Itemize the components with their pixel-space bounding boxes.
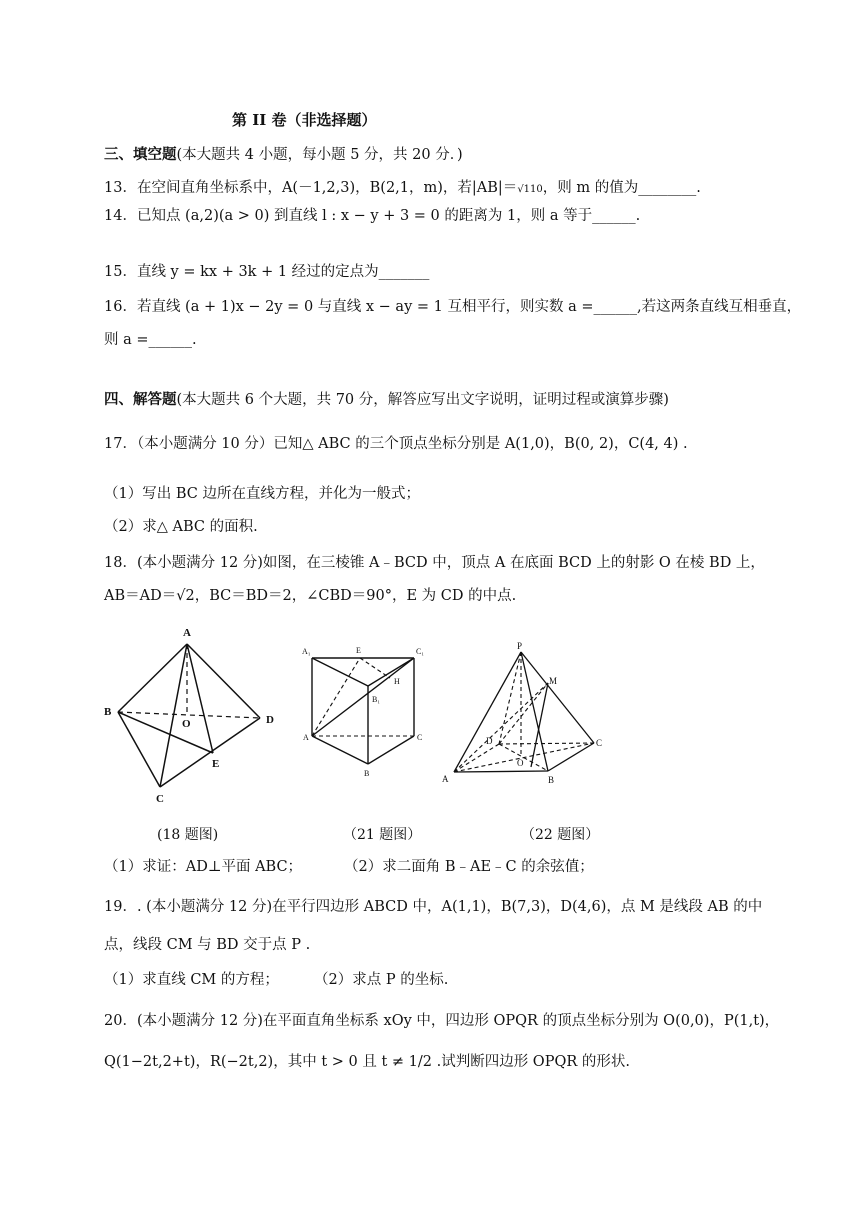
fig21-label-e: E	[356, 646, 361, 655]
fig22-label-m: M	[549, 676, 558, 686]
fig18-label-a: A	[183, 627, 191, 639]
question-20-line1: 20．(本小题满分 12 分)在平面直角坐标系 xOy 中，四边形 OPQR 的顶点坐标分别为 O(0,0)，P(1,t)，	[104, 1013, 780, 1029]
fig22-label-a: A	[442, 774, 449, 784]
fig21-label-h: H	[394, 677, 400, 686]
section4-note: (本大题共 6 个大题，共 70 分，解答应写出文字说明，证明过程或演算步骤)	[176, 392, 669, 408]
figure-22-pyramid	[436, 640, 616, 788]
fig21-label-c: C	[417, 733, 423, 742]
section4-header	[104, 390, 669, 410]
fig18-label-e: E	[212, 758, 220, 770]
fig22-label-o: O	[517, 758, 524, 768]
section-title: 第 II 卷（非选择题）	[232, 111, 377, 129]
question-18-line2: AB＝AD＝√2，BC＝BD＝2，∠CBD＝90°，E 为 CD 的中点.	[104, 588, 517, 604]
question-20-line2: Q(1−2t,2+t)，R(−2t,2)，其中 t > 0 且 t ≠ 1/2 .试判断四边形 OPQR 的形状.	[104, 1054, 630, 1070]
fig22-label-d: D	[486, 736, 493, 746]
question-17-stem: 17．（本小题满分 10 分）已知△ ABC 的三个顶点坐标分别是 A(1,0)，B(0, 2)，C(4, 4) .	[104, 436, 688, 452]
figure-21-prism	[298, 642, 438, 782]
fig18-label-o: O	[182, 718, 191, 730]
fig18-label-b: B	[104, 706, 112, 718]
fig21-label-a: A	[303, 733, 309, 742]
question-17-part1: （1）写出 BC 边所在直线方程，并化为一般式；	[104, 486, 420, 502]
question-14: 14．已知点 (a,2)(a > 0) 到直线 l : x − y + 3 = 0 的距离为 1，则 a 等于______.	[104, 208, 641, 224]
question-17-part2: （2）求△ ABC 的面积.	[104, 519, 258, 535]
section3-note: (本大题共 4 小题，每小题 5 分，共 20 分．)	[176, 147, 463, 163]
fig18-label-d: D	[266, 714, 274, 726]
section3-header	[104, 145, 463, 165]
fig21-label-b: B	[364, 769, 370, 778]
fig21-label-a1: A₁	[302, 647, 311, 656]
figure-21-caption: （21 题图）	[343, 827, 422, 843]
question-13	[104, 178, 701, 200]
question-15: 15．直线 y = kx + 3k + 1 经过的定点为_______	[104, 264, 430, 280]
figure-22-caption: （22 题图）	[521, 827, 600, 843]
fig22-label-p: P	[517, 641, 523, 651]
figure-18-pyramid	[100, 622, 290, 807]
question-19-part2: （2）求点 P 的坐标.	[314, 972, 449, 988]
question-19-part1: （1）求直线 CM 的方程；	[104, 972, 279, 988]
q13-text-a: 13．在空间直角坐标系中，	[104, 180, 282, 196]
question-16-line1: 16．若直线 (a + 1)x − 2y = 0 与直线 x − ay = 1 互相平行，则实数 a =______,若这两条直线互相垂直，	[104, 299, 802, 315]
question-19-line2: 点，线段 CM 与 BD 交于点 P .	[104, 937, 311, 953]
q13-sqrt: √110	[517, 184, 543, 195]
question-18-part1: （1）求证：AD⊥平面 ABC；	[104, 859, 303, 875]
q13-math: A(－1,2,3)，B(2,1，m)，若|AB|＝	[281, 180, 518, 196]
question-18-part2: （2）求二面角 B﹣AE﹣C 的余弦值；	[344, 859, 594, 875]
fig18-label-c: C	[156, 793, 164, 805]
section4-heading: 四、解答题	[104, 391, 177, 408]
q13-text-b: ，则 m 的值为________.	[542, 180, 701, 196]
question-19-line1: 19．. (本小题满分 12 分)在平行四边形 ABCD 中，A(1,1)，B(7,3)，D(4,6)，点 M 是线段 AB 的中	[104, 899, 763, 915]
section3-heading: 三、填空题	[104, 146, 177, 163]
fig22-label-b: B	[548, 775, 555, 785]
fig21-label-b1: B₁	[372, 695, 381, 704]
figure-18-caption: (18 题图)	[157, 827, 219, 843]
question-18-line1: 18．(本小题满分 12 分)如图，在三棱锥 A﹣BCD 中，顶点 A 在底面 BCD 上的射影 O 在棱 BD 上，	[104, 555, 765, 571]
fig22-label-c: C	[596, 738, 603, 748]
fig21-label-c1: C₁	[416, 647, 425, 656]
question-16-line2: 则 a =______.	[104, 332, 197, 348]
